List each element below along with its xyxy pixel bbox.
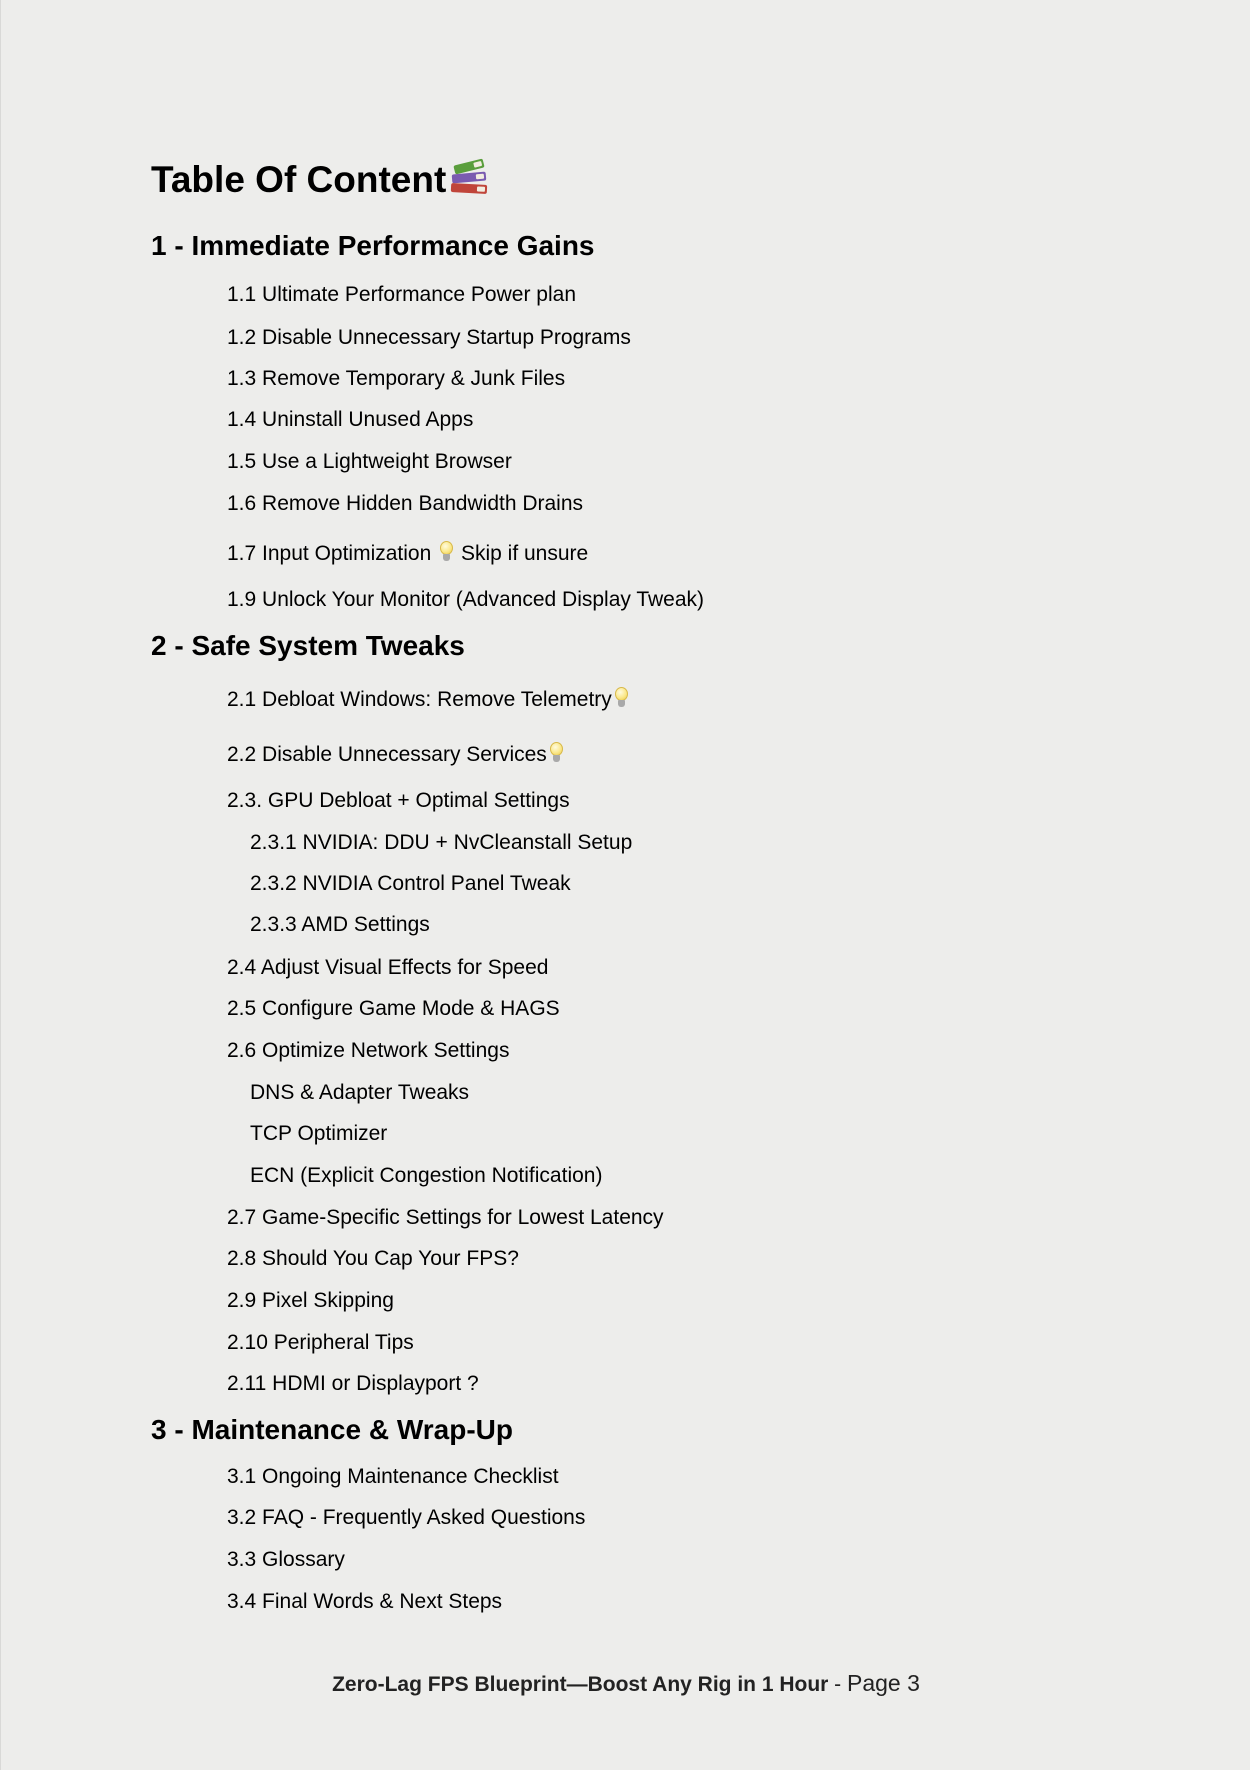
toc-item-2-10[interactable]: 2.10 Peripheral Tips: [227, 1331, 414, 1354]
footer-title: Zero-Lag FPS Blueprint—Boost Any Rig in 1 Hour: [332, 1673, 829, 1696]
lightbulb-icon: [547, 741, 565, 765]
section-heading-3: 3 - Maintenance & Wrap-Up: [151, 1414, 513, 1445]
toc-item-tcp-optimizer[interactable]: TCP Optimizer: [250, 1122, 388, 1145]
toc-item-2-3-1[interactable]: 2.3.1 NVIDIA: DDU + NvCleanstall Setup: [250, 831, 633, 854]
toc-title-text: Table Of Content: [151, 159, 447, 200]
toc-item-2-11[interactable]: 2.11 HDMI or Displayport ?: [227, 1372, 479, 1395]
section-heading-2: 2 - Safe System Tweaks: [151, 630, 465, 661]
toc-item-2-2-label: 2.2 Disable Unnecessary Services: [227, 743, 547, 766]
toc-item-1-7[interactable]: [227, 540, 588, 567]
toc-item-1-4[interactable]: 1.4 Uninstall Unused Apps: [227, 408, 474, 431]
toc-item-3-4[interactable]: 3.4 Final Words & Next Steps: [227, 1590, 503, 1613]
lightbulb-icon: [612, 686, 630, 710]
footer-separator: -: [828, 1673, 847, 1696]
toc-item-2-4[interactable]: 2.4 Adjust Visual Effects for Speed: [227, 956, 549, 979]
toc-item-2-1[interactable]: [227, 686, 630, 713]
page-number: Page 3: [847, 1670, 920, 1696]
toc-item-3-3[interactable]: 3.3 Glossary: [227, 1548, 345, 1571]
toc-item-2-5[interactable]: 2.5 Configure Game Mode & HAGS: [227, 997, 560, 1020]
lightbulb-icon: [437, 540, 455, 564]
toc-item-1-3[interactable]: 1.3 Remove Temporary & Junk Files: [227, 367, 566, 390]
toc-title: [151, 158, 490, 202]
toc-item-2-3[interactable]: 2.3. GPU Debloat + Optimal Settings: [227, 789, 570, 812]
toc-item-1-7-note: Skip if unsure: [460, 542, 589, 565]
toc-item-1-2[interactable]: 1.2 Disable Unnecessary Startup Programs: [227, 326, 631, 349]
toc-item-ecn[interactable]: ECN (Explicit Congestion Notification): [250, 1164, 603, 1187]
toc-item-1-7-label: 1.7 Input Optimization: [227, 542, 432, 565]
toc-item-3-2[interactable]: 3.2 FAQ - Frequently Asked Questions: [227, 1506, 586, 1529]
books-icon: [448, 158, 490, 198]
toc-item-1-6[interactable]: 1.6 Remove Hidden Bandwidth Drains: [227, 492, 584, 515]
toc-item-2-3-3[interactable]: 2.3.3 AMD Settings: [250, 913, 430, 936]
page-footer: [1, 1670, 1250, 1697]
toc-item-2-7[interactable]: 2.7 Game-Specific Settings for Lowest Latency: [227, 1206, 664, 1229]
toc-item-2-3-2[interactable]: 2.3.2 NVIDIA Control Panel Tweak: [250, 872, 571, 895]
toc-item-2-2[interactable]: [227, 741, 565, 768]
toc-item-1-9[interactable]: 1.9 Unlock Your Monitor (Advanced Display Tweak): [227, 588, 705, 611]
toc-item-1-1[interactable]: 1.1 Ultimate Performance Power plan: [227, 283, 576, 306]
toc-item-1-5[interactable]: 1.5 Use a Lightweight Browser: [227, 450, 512, 473]
toc-item-2-6[interactable]: 2.6 Optimize Network Settings: [227, 1039, 510, 1062]
toc-item-2-9[interactable]: 2.9 Pixel Skipping: [227, 1289, 394, 1312]
section-heading-1: 1 - Immediate Performance Gains: [151, 230, 595, 261]
toc-item-dns-adapter[interactable]: DNS & Adapter Tweaks: [250, 1081, 470, 1104]
toc-item-2-1-label: 2.1 Debloat Windows: Remove Telemetry: [227, 688, 612, 711]
toc-item-2-8[interactable]: 2.8 Should You Cap Your FPS?: [227, 1247, 519, 1270]
toc-item-3-1[interactable]: 3.1 Ongoing Maintenance Checklist: [227, 1465, 559, 1488]
